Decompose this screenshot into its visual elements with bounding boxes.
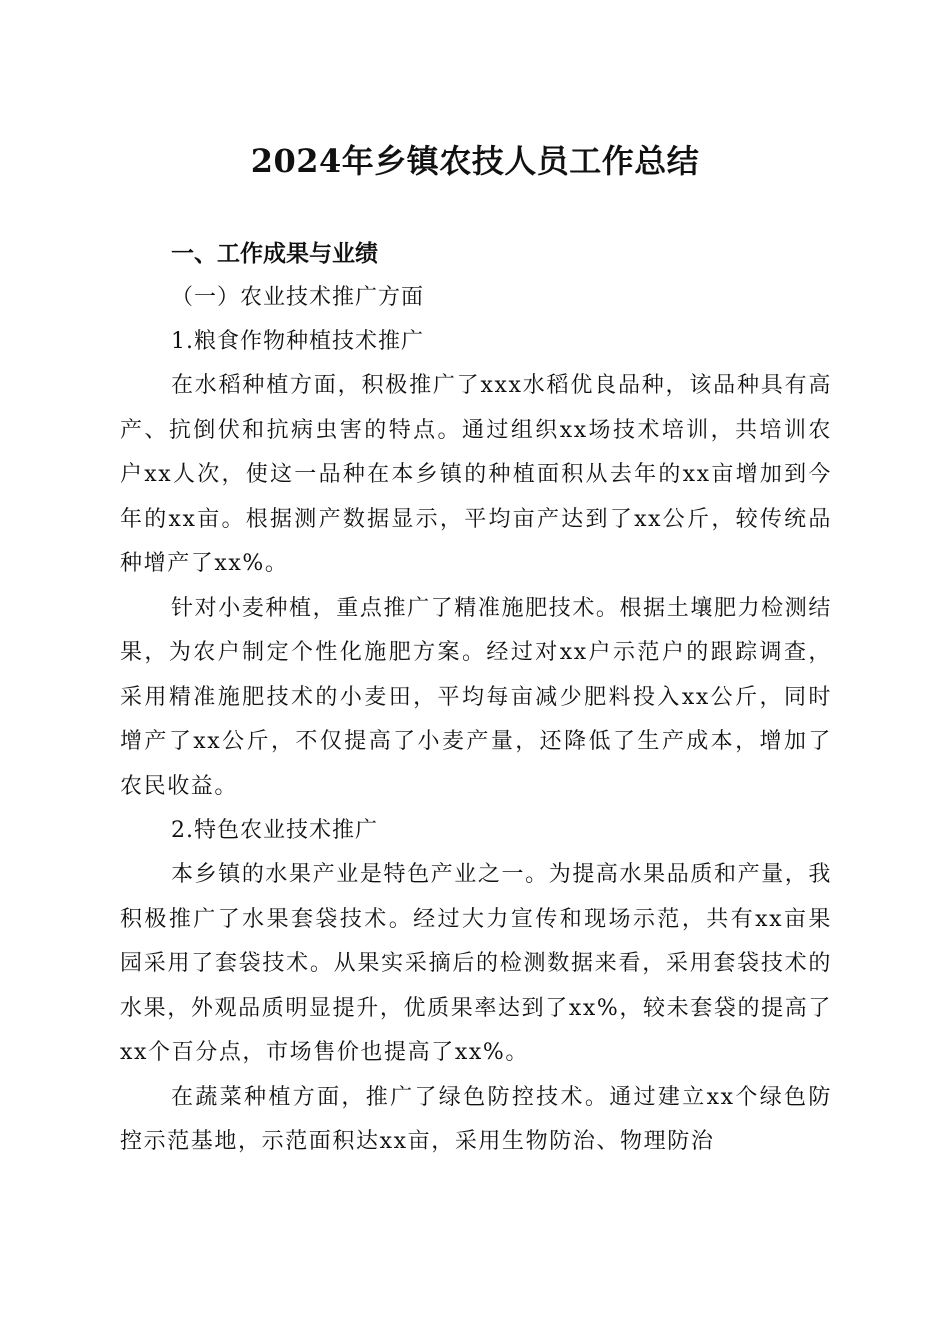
section-heading-1: 一、工作成果与业绩 — [171, 241, 378, 267]
paragraph-vegetable-green-control: 在蔬菜种植方面，推广了绿色防控技术。通过建立xx个绿色防控示范基地，示范面积达xx亩，采用生物防治、物理防治 — [120, 1084, 832, 1154]
paragraph-fruit-bagging: 本乡镇的水果产业是特色产业之一。为提高水果品质和产量，我积极推广了水果套袋技术。经过大力宣传和现场示范，共有xx亩果园采用了套袋技术。从果实采摘后的检测数据来看，采用套袋技术的水果，外观品质明显提升，优质果率达到了xx%，较未套袋的提高了xx个百分点，市场售价也提高了xx%。 — [120, 862, 832, 1065]
document-body — [120, 232, 832, 1165]
document-title: 2024年乡镇农技人员工作总结 — [250, 142, 700, 180]
paragraph-rice-planting: 在水稻种植方面，积极推广了xxx水稻优良品种，该品种具有高产、抗倒伏和抗病虫害的特点。通过组织xx场技术培训，共培训农户xx人次，使这一品种在本乡镇的种植面积从去年的xx亩增加到今年的xx亩。根据测产数据显示，平均亩产达到了xx公斤，较传统品种增产了xx%。 — [120, 373, 832, 576]
paragraph-wheat-fertilizing: 针对小麦种植，重点推广了精准施肥技术。根据土壤肥力检测结果，为农户制定个性化施肥方案。经过对xx户示范户的跟踪调查，采用精准施肥技术的小麦田，平均每亩减少肥料投入xx公斤，同时增产了xx公斤，不仅提高了小麦产量，还降低了生产成本，增加了农民收益。 — [120, 595, 832, 799]
item-heading-1: 1.粮食作物种植技术推广 — [171, 329, 424, 354]
subsection-heading-1: （一）农业技术推广方面 — [171, 285, 425, 310]
item-heading-2: 2.特色农业技术推广 — [171, 818, 378, 843]
